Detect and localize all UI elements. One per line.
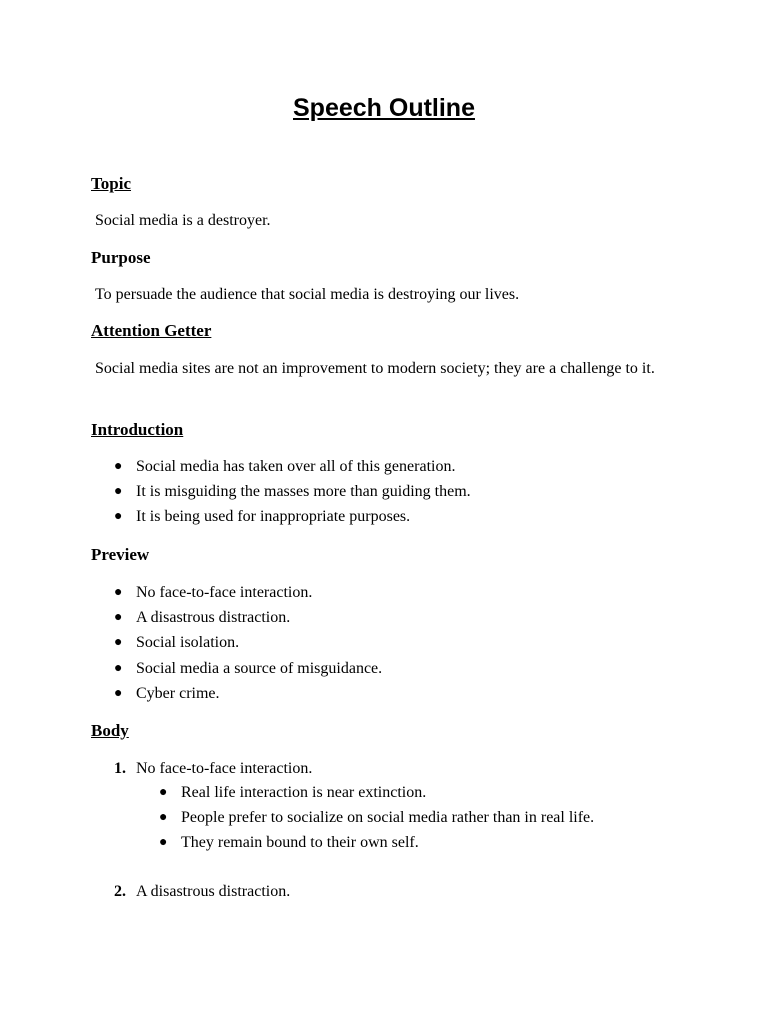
list-item: ● They remain bound to their own self. <box>159 830 594 855</box>
topic-text: Social media is a destroyer. <box>95 212 271 229</box>
body-point-1-sublist <box>159 780 594 856</box>
preview-list <box>114 580 382 706</box>
bullet-icon: ● <box>114 635 123 651</box>
list-item: ● It is being used for inappropriate purposes. <box>114 504 471 529</box>
list-item: ● Social isolation. <box>114 630 382 655</box>
body-heading: Body <box>91 721 129 740</box>
attention-getter-text: Social media sites are not an improvement to modern society; they are a challenge to it. <box>95 360 655 377</box>
attention-getter-heading: Attention Getter <box>91 321 212 340</box>
body-point-1 <box>114 756 312 781</box>
bullet-icon: ● <box>114 685 123 701</box>
list-item: ● Cyber crime. <box>114 681 382 706</box>
page-title: Speech Outline <box>293 94 475 122</box>
bullet-icon: ● <box>114 610 123 626</box>
list-item: ● It is misguiding the masses more than guiding them. <box>114 479 471 504</box>
list-item: ● Real life interaction is near extinction. <box>159 780 594 805</box>
purpose-text: To persuade the audience that social media is destroying our lives. <box>95 286 520 303</box>
introduction-list <box>114 454 471 530</box>
list-item: ● Social media has taken over all of this generation. <box>114 454 471 479</box>
bullet-icon: ● <box>159 835 168 851</box>
point-number: 1. <box>114 760 126 777</box>
topic-heading: Topic <box>91 174 132 193</box>
bullet-icon: ● <box>114 509 123 525</box>
point-text: A disastrous distraction. <box>136 883 291 900</box>
bullet-icon: ● <box>159 785 168 800</box>
list-item: ● People prefer to socialize on social media rather than in real life. <box>159 805 594 830</box>
bullet-icon: ● <box>114 484 123 500</box>
bullet-icon: ● <box>114 660 123 676</box>
list-item: ● A disastrous distraction. <box>114 605 382 630</box>
preview-heading: Preview <box>91 545 150 564</box>
body-point-2 <box>114 879 290 904</box>
purpose-heading: Purpose <box>91 248 151 267</box>
point-number: 2. <box>114 883 126 900</box>
list-item: ● No face-to-face interaction. <box>114 580 382 605</box>
list-item: ● Social media a source of misguidance. <box>114 656 382 681</box>
bullet-icon: ● <box>159 810 168 826</box>
introduction-heading: Introduction <box>91 420 184 439</box>
bullet-icon: ● <box>114 585 123 600</box>
point-text: No face-to-face interaction. <box>136 760 313 777</box>
bullet-icon: ● <box>114 459 123 474</box>
